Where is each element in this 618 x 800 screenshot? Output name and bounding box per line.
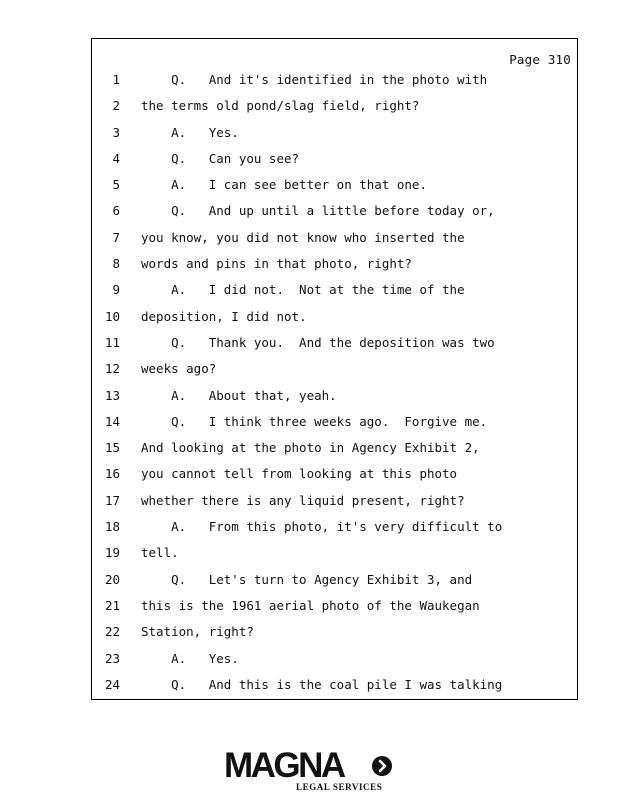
line-number: 23 (104, 650, 120, 666)
transcript-line (92, 651, 577, 677)
line-text: A. About that, yeah. (141, 387, 337, 403)
line-number: 13 (104, 387, 120, 403)
line-number: 18 (104, 519, 120, 535)
logo-subtitle: LEGAL SERVICES (296, 782, 383, 792)
line-number: 3 (112, 124, 120, 140)
line-number: 20 (104, 571, 120, 587)
transcript-line (92, 440, 577, 466)
line-text: A. From this photo, it's very difficult to (141, 519, 503, 535)
line-text: deposition, I did not. (141, 308, 307, 324)
line-number: 14 (104, 413, 120, 429)
line-text: Station, right? (141, 624, 254, 640)
line-number: 15 (104, 440, 120, 456)
transcript-line (92, 677, 577, 703)
line-text: And looking at the photo in Agency Exhibit 2, (141, 440, 480, 456)
transcript-line (92, 466, 577, 492)
transcript-line (92, 572, 577, 598)
transcript-line (92, 309, 577, 335)
transcript-line (92, 545, 577, 571)
line-text: tell. (141, 545, 179, 561)
line-number: 12 (104, 361, 120, 377)
line-text: you cannot tell from looking at this photo (141, 466, 458, 482)
line-text: A. I can see better on that one. (141, 177, 427, 193)
line-text: Q. Let's turn to Agency Exhibit 3, and (141, 571, 473, 587)
line-number: 19 (104, 545, 120, 561)
transcript-line (92, 361, 577, 387)
line-text: Q. Thank you. And the deposition was two (141, 334, 495, 350)
logo-arrow-icon (372, 756, 392, 776)
line-number: 1 (112, 72, 120, 87)
line-number: 24 (104, 676, 120, 692)
line-text: Q. And it's identified in the photo with (141, 72, 488, 87)
line-number: 22 (104, 624, 120, 640)
line-text: this is the 1961 aerial photo of the Waukegan (141, 597, 480, 613)
magna-logo (224, 748, 399, 792)
line-number: 6 (112, 203, 120, 219)
transcript-line (92, 282, 577, 308)
transcript-line (92, 335, 577, 361)
transcript-line (92, 388, 577, 414)
line-number: 11 (104, 334, 120, 350)
transcript-line (92, 230, 577, 256)
line-text: A. Yes. (141, 124, 239, 140)
page-number: Page 310 (509, 52, 571, 67)
line-text: Q. I think three weeks ago. Forgive me. (141, 413, 488, 429)
line-text: A. Yes. (141, 650, 239, 666)
line-text: the terms old pond/slag field, right? (141, 98, 420, 114)
line-number: 5 (112, 177, 120, 193)
transcript-line (92, 125, 577, 151)
transcript-line (92, 519, 577, 545)
line-text: words and pins in that photo, right? (141, 256, 412, 272)
line-number: 10 (104, 308, 120, 324)
transcript-line (92, 256, 577, 282)
transcript-line (92, 624, 577, 650)
line-text: you know, you did not know who inserted the (141, 229, 465, 245)
line-number: 2 (112, 98, 120, 114)
transcript-line (92, 151, 577, 177)
transcript-line (92, 598, 577, 624)
line-number: 16 (104, 466, 120, 482)
line-text: whether there is any liquid present, right? (141, 492, 465, 508)
line-text: A. I did not. Not at the time of the (141, 282, 465, 298)
transcript-page-frame (91, 38, 578, 700)
line-text: weeks ago? (141, 361, 217, 377)
transcript-line (92, 414, 577, 440)
transcript-line (92, 177, 577, 203)
logo-wordmark: MAGNA (224, 746, 344, 785)
line-number: 4 (112, 150, 120, 166)
line-text: Q. Can you see? (141, 150, 300, 166)
transcript-line (92, 98, 577, 124)
transcript-line (92, 203, 577, 229)
line-text: Q. And up until a little before today or, (141, 203, 495, 219)
line-text: Q. And this is the coal pile I was talking (141, 676, 503, 692)
line-number: 21 (104, 597, 120, 613)
line-number: 9 (112, 282, 120, 298)
transcript-line (92, 493, 577, 519)
line-number: 17 (104, 492, 120, 508)
line-number: 7 (112, 229, 120, 245)
transcript-line (92, 72, 577, 98)
transcript-lines (92, 72, 577, 703)
line-number: 8 (112, 256, 120, 272)
